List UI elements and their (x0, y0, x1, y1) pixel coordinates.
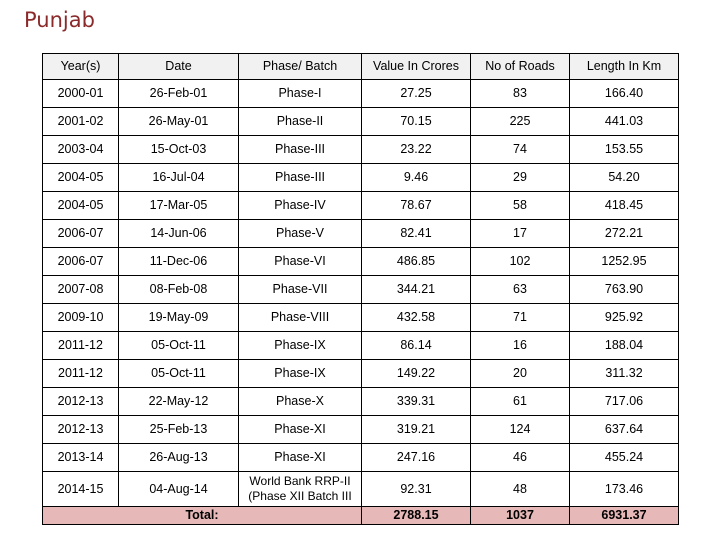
cell-value: 9.46 (362, 164, 471, 192)
cell-year: 2012-13 (43, 416, 119, 444)
cell-length: 717.06 (570, 388, 679, 416)
cell-length: 763.90 (570, 276, 679, 304)
cell-year: 2014-15 (43, 472, 119, 507)
cell-phase-line2: (Phase XII Batch III (248, 489, 352, 503)
header-roads: No of Roads (471, 54, 570, 80)
cell-phase: Phase-V (239, 220, 362, 248)
total-row (43, 507, 679, 525)
cell-year: 2001-02 (43, 108, 119, 136)
page-title: Punjab (24, 8, 95, 32)
cell-year: 2003-04 (43, 136, 119, 164)
cell-date: 19-May-09 (119, 304, 239, 332)
cell-value: 82.41 (362, 220, 471, 248)
cell-phase: Phase-VII (239, 276, 362, 304)
cell-phase: Phase-VI (239, 248, 362, 276)
cell-value: 27.25 (362, 80, 471, 108)
cell-date: 11-Dec-06 (119, 248, 239, 276)
cell-value: 78.67 (362, 192, 471, 220)
cell-roads: 83 (471, 80, 570, 108)
cell-length: 54.20 (570, 164, 679, 192)
cell-roads: 63 (471, 276, 570, 304)
cell-roads: 225 (471, 108, 570, 136)
cell-length: 441.03 (570, 108, 679, 136)
cell-value: 486.85 (362, 248, 471, 276)
cell-phase: Phase-XI (239, 416, 362, 444)
cell-phase: Phase-IX (239, 332, 362, 360)
cell-phase-line1: World Bank RRP-II (249, 474, 351, 488)
cell-phase: Phase-XI (239, 444, 362, 472)
header-value: Value In Crores (362, 54, 471, 80)
cell-length: 311.32 (570, 360, 679, 388)
cell-date: 05-Oct-11 (119, 332, 239, 360)
cell-value: 70.15 (362, 108, 471, 136)
cell-value: 247.16 (362, 444, 471, 472)
cell-value: 86.14 (362, 332, 471, 360)
header-phase: Phase/ Batch (239, 54, 362, 80)
table-row (43, 444, 679, 472)
cell-date: 04-Aug-14 (119, 472, 239, 507)
cell-year: 2006-07 (43, 248, 119, 276)
table-row (43, 108, 679, 136)
cell-year: 2011-12 (43, 332, 119, 360)
cell-date: 22-May-12 (119, 388, 239, 416)
table-row (43, 192, 679, 220)
table-header-row (43, 54, 679, 80)
cell-year: 2004-05 (43, 164, 119, 192)
table-row (43, 360, 679, 388)
table-body (43, 80, 679, 507)
total-value: 2788.15 (362, 507, 471, 525)
cell-date: 26-Aug-13 (119, 444, 239, 472)
cell-year: 2007-08 (43, 276, 119, 304)
cell-phase: Phase-IV (239, 192, 362, 220)
cell-roads: 74 (471, 136, 570, 164)
cell-year: 2011-12 (43, 360, 119, 388)
table-row (43, 220, 679, 248)
cell-roads: 61 (471, 388, 570, 416)
cell-roads: 16 (471, 332, 570, 360)
cell-year: 2000-01 (43, 80, 119, 108)
total-length: 6931.37 (570, 507, 679, 525)
cell-phase: Phase-VIII (239, 304, 362, 332)
cell-value: 432.58 (362, 304, 471, 332)
cell-value: 149.22 (362, 360, 471, 388)
cell-roads: 29 (471, 164, 570, 192)
cell-roads: 48 (471, 472, 570, 507)
cell-value: 339.31 (362, 388, 471, 416)
cell-phase: Phase-X (239, 388, 362, 416)
cell-length: 173.46 (570, 472, 679, 507)
cell-date: 14-Jun-06 (119, 220, 239, 248)
cell-phase: Phase-I (239, 80, 362, 108)
table-row (43, 276, 679, 304)
cell-roads: 58 (471, 192, 570, 220)
cell-length: 418.45 (570, 192, 679, 220)
cell-roads: 102 (471, 248, 570, 276)
cell-roads: 20 (471, 360, 570, 388)
cell-phase: Phase-III (239, 136, 362, 164)
table-row (43, 164, 679, 192)
table-row (43, 304, 679, 332)
cell-year: 2012-13 (43, 388, 119, 416)
cell-phase: Phase-IX (239, 360, 362, 388)
table-row (43, 136, 679, 164)
cell-date: 17-Mar-05 (119, 192, 239, 220)
cell-length: 166.40 (570, 80, 679, 108)
cell-length: 272.21 (570, 220, 679, 248)
cell-roads: 71 (471, 304, 570, 332)
header-year: Year(s) (43, 54, 119, 80)
cell-length: 637.64 (570, 416, 679, 444)
cell-roads: 17 (471, 220, 570, 248)
roads-table (42, 53, 679, 525)
cell-phase: Phase-III (239, 164, 362, 192)
cell-length: 925.92 (570, 304, 679, 332)
cell-year: 2009-10 (43, 304, 119, 332)
header-length: Length In Km (570, 54, 679, 80)
cell-length: 153.55 (570, 136, 679, 164)
total-label: Total: (43, 507, 362, 525)
cell-phase: Phase-II (239, 108, 362, 136)
total-roads: 1037 (471, 507, 570, 525)
cell-roads: 46 (471, 444, 570, 472)
cell-year: 2013-14 (43, 444, 119, 472)
cell-value: 92.31 (362, 472, 471, 507)
cell-length: 1252.95 (570, 248, 679, 276)
table-row (43, 388, 679, 416)
cell-date: 05-Oct-11 (119, 360, 239, 388)
cell-year: 2004-05 (43, 192, 119, 220)
cell-value: 319.21 (362, 416, 471, 444)
table-row (43, 248, 679, 276)
cell-value: 23.22 (362, 136, 471, 164)
cell-date: 16-Jul-04 (119, 164, 239, 192)
cell-length: 455.24 (570, 444, 679, 472)
cell-length: 188.04 (570, 332, 679, 360)
header-date: Date (119, 54, 239, 80)
cell-date: 08-Feb-08 (119, 276, 239, 304)
cell-year: 2006-07 (43, 220, 119, 248)
table-row (43, 472, 679, 507)
cell-value: 344.21 (362, 276, 471, 304)
cell-date: 26-May-01 (119, 108, 239, 136)
table-row (43, 332, 679, 360)
table-row (43, 416, 679, 444)
cell-roads: 124 (471, 416, 570, 444)
cell-date: 15-Oct-03 (119, 136, 239, 164)
cell-date: 25-Feb-13 (119, 416, 239, 444)
cell-phase (239, 472, 362, 507)
cell-date: 26-Feb-01 (119, 80, 239, 108)
table-row (43, 80, 679, 108)
